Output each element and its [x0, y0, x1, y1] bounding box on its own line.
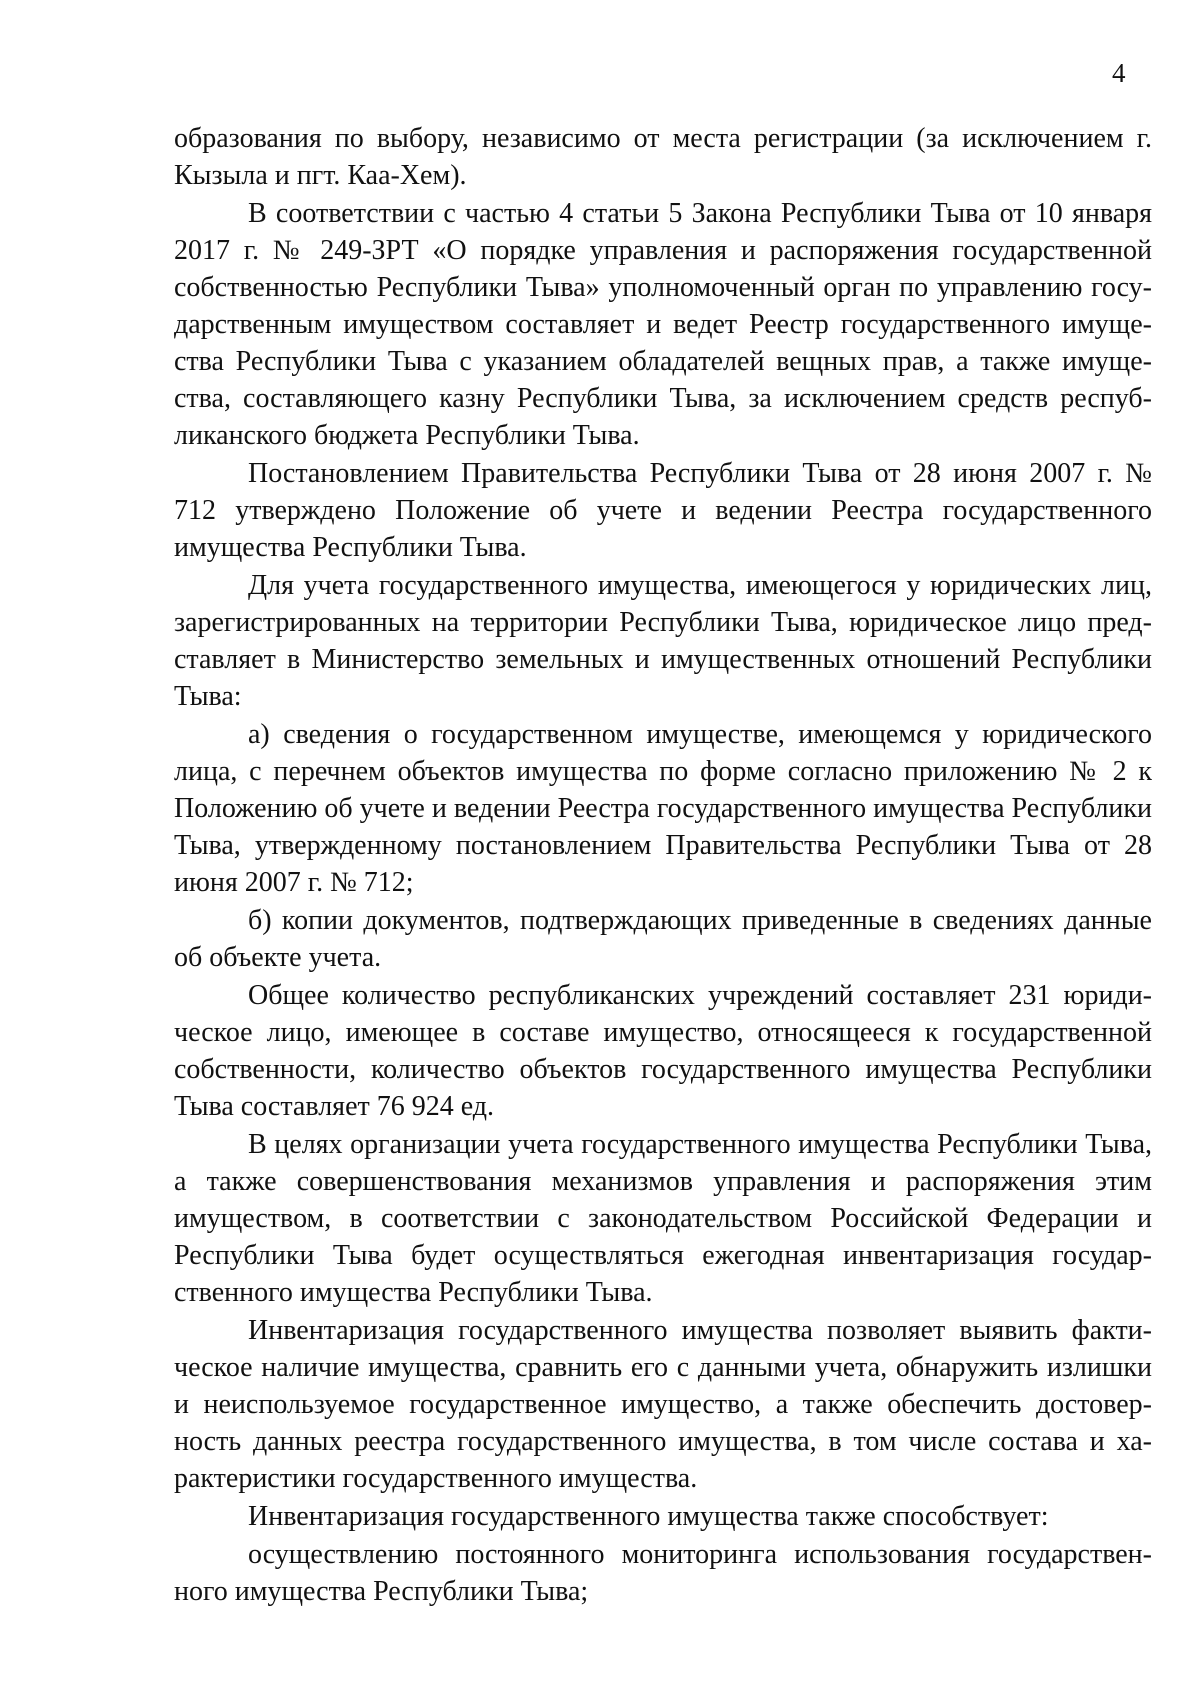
- document-body: [174, 120, 1152, 1611]
- page-number: 4: [1112, 58, 1126, 88]
- paragraph-inventory-contributes: Инвентаризация государственного имущества также способствует:: [248, 1501, 1049, 1532]
- paragraph-annual-inventory: В целях организации учета государственного имущества Республики Тыва, а также совершенствования механизмов управления и распоряжения этим имуществом, в соответствии с законодательством Российской Федерации и Республики Тыва будет осуществляться ежегодная инвентаризация государственного имущества Республики Тыва.: [174, 1129, 1152, 1308]
- paragraph-accounting-requirements: Для учета государственного имущества, имеющегося у юридических лиц, зарегистрированных на территории Республики Тыва, юридическое лицо представляет в Министерство земельных и имущественных отношений Республики Тыва:: [174, 570, 1152, 712]
- paragraph-item-a: а) сведения о государственном имуществе, имеющемся у юридического лица, с перечнем объектов имущества по форме согласно приложению № 2 к Положению об учете и ведении Реестра государственного имущества Республики Тыва, утвержденному постановлением Правительства Республики Тыва от 28 июня 2007 г. № 712;: [174, 719, 1152, 898]
- paragraph-monitoring: осуществлению постоянного мониторинга использования государственного имущества Республики Тыва;: [174, 1539, 1152, 1607]
- paragraph-registry-law: В соответствии с частью 4 статьи 5 Закона Республики Тыва от 10 января 2017 г. № 249-ЗРТ «О порядке управления и распоряжения государственной собственностью Республики Тыва» уполномоченный орган по управлению государственным имуществом составляет и ведет Реестр государственного имущества Республики Тыва с указанием обладателей вещных прав, а также имущества, составляющего казну Республики Тыва, за исключением средств республиканского бюджета Республики Тыва.: [174, 198, 1152, 451]
- paragraph-resolution-712: Постановлением Правительства Республики Тыва от 28 июня 2007 г. № 712 утверждено Положение об учете и ведении Реестра государственного имущества Республики Тыва.: [174, 458, 1152, 563]
- paragraph-institutions-count: Общее количество республиканских учреждений составляет 231 юридическое лицо, имеющее в составе имущество, относящееся к государственной собственности, количество объектов государственного имущества Республики Тыва составляет 76 924 ед.: [174, 980, 1152, 1122]
- paragraph-item-b: б) копии документов, подтверждающих приведенные в сведениях данные об объекте учета.: [174, 905, 1152, 973]
- paragraph-continuation: образования по выбору, независимо от места регистрации (за исключением г. Кызыла и пгт. Каа-Хем).: [174, 123, 1152, 191]
- paragraph-inventory-purpose: Инвентаризация государственного имущества позволяет выявить фактическое наличие имущества, сравнить его с данными учета, обнаружить излишки и неиспользуемое государственное имущество, а также обеспечить достоверность данных реестра государственного имущества, в том числе состава и характеристики государственного имущества.: [174, 1315, 1152, 1494]
